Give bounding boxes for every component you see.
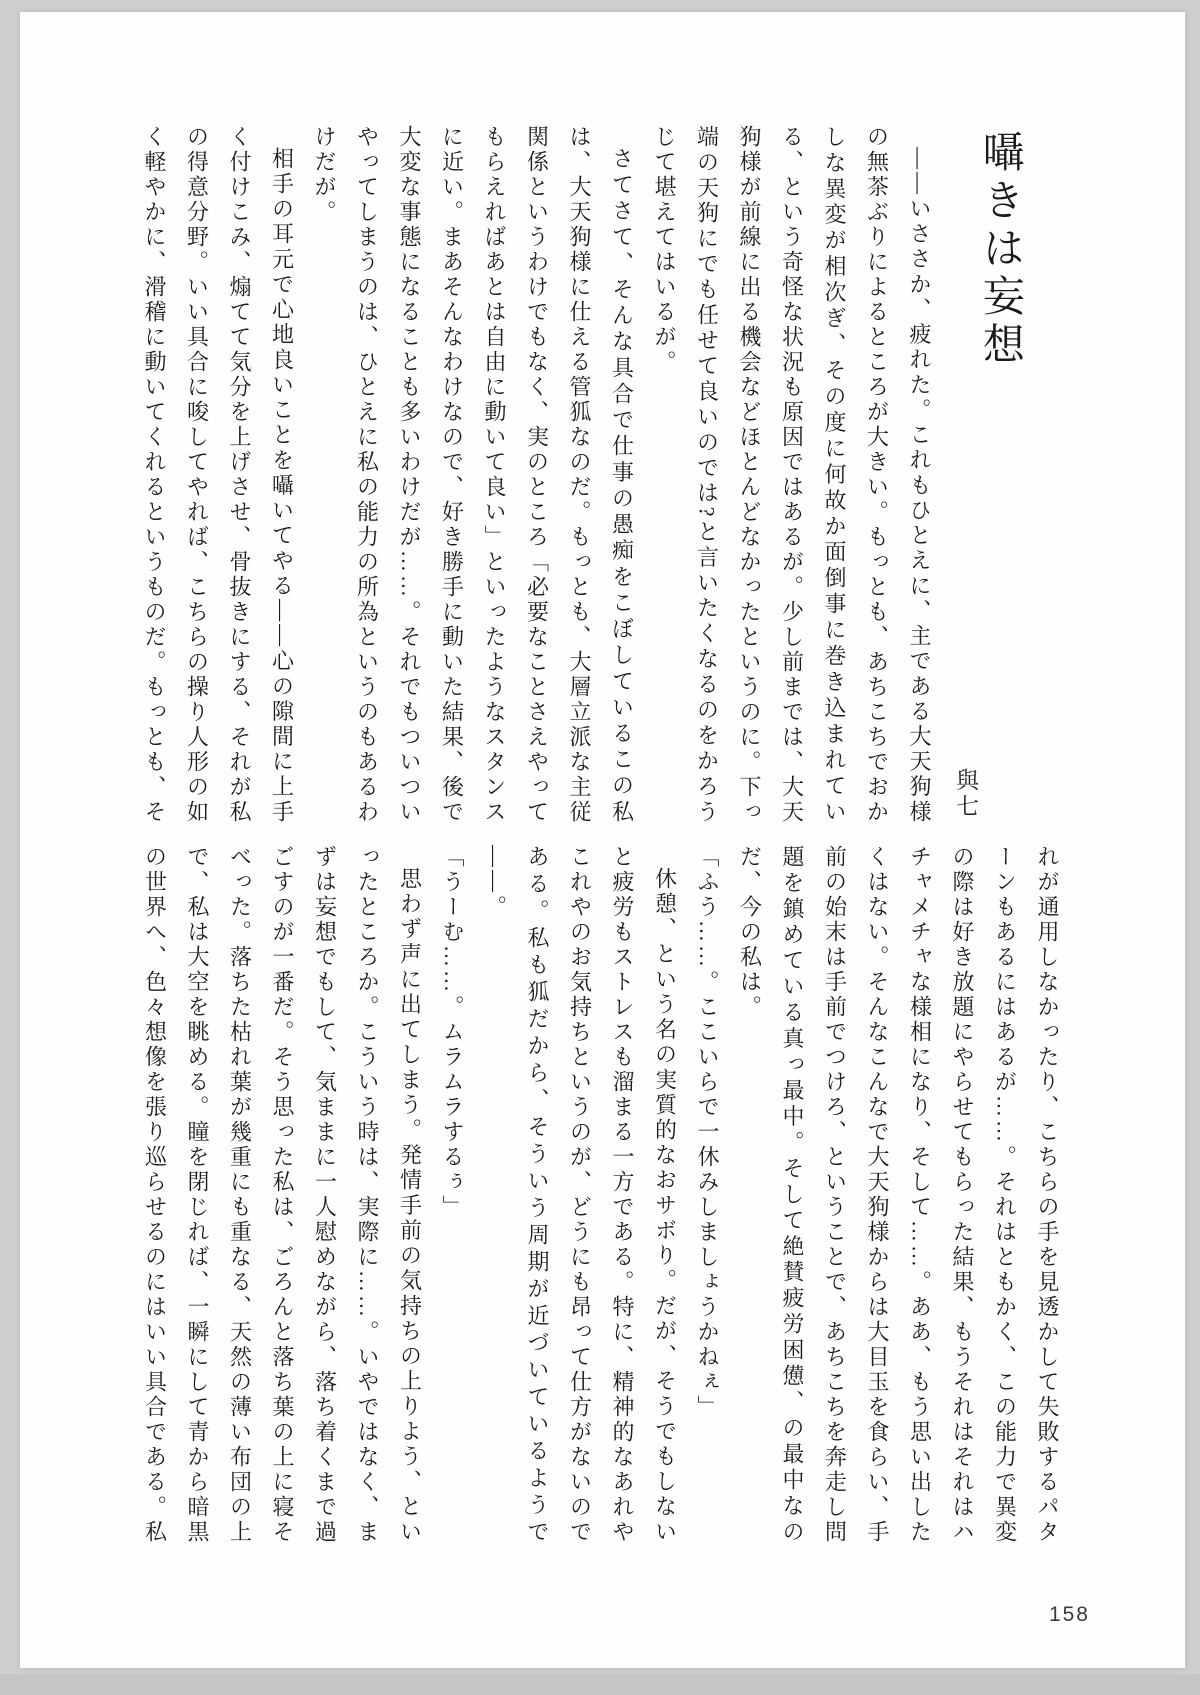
text-block-lower: [128, 845, 1068, 1545]
dialogue-line: 「ふう……。ここいらで一休みしましょうかねぇ」: [695, 845, 720, 1420]
page-title: 囁きは妄想: [976, 130, 1023, 370]
paragraph: 相手の耳元で心地良いことを囁いてやる――心の隙間に上手く付けこみ、煽てて気分を上げさせ、骨抜きにする、それが私の得意分野。いい具合に唆してやれば、こちらの操り人形の如く軽やかに、滑稽に動いてくれるというものだ。もっとも、そ: [142, 125, 295, 825]
text-block-upper: [128, 125, 940, 825]
author-name: 與七: [953, 768, 978, 820]
page-number: 158: [1048, 1603, 1090, 1626]
book-page: [20, 12, 1185, 1668]
paragraph-continuation: れが通用しなかったり、こちらの手を見透かして失敗するパターンもあるにはあるが……。それはともかく、この能力で異変の際は好き放題にやらせてもらった結果、もうそれはそれはハチャメチャな様相になり、そして……。ああ、もう思い出したくはない。そんなこんなで大天狗様からは大目玉を食らい、手前の始末は手前でつけろ、ということで、あちこちを奔走し問題を鎮めている真っ最中。そして絶賛疲労困憊、の最中なのだ、今の私は。: [737, 845, 1060, 1545]
scan-edge-shadow: [0, 1674, 1200, 1695]
dialogue-line: 「うーむ……。ムラムラするぅ」: [440, 845, 465, 1220]
paragraph: 思わず声に出てしまう。発情手前の気持ちの上りよう、といったところか。こういう時は、実際に……。いやではなく、まずは妄想でもして、気ままに一人慰めながら、落ち着くまで過ごすのが一番だ。そう思った私は、ごろんと落ち葉の上に寝そべった。落ちた枯れ葉が幾重にも重なる、天然の薄い布団の上で、私は大空を眺める。瞳を閉じれば、一瞬にして青から暗黒の世界へ、色々想像を張り巡らせるのにはいい具合である。私: [142, 845, 423, 1545]
paragraph: さてさて、そんな具合で仕事の愚痴をこぼしているこの私は、大天狗様に仕える管狐なのだ。もっとも、大層立派な主従関係というわけでもなく、実のところ「必要なことさえやってもらえればあとは自由に動いて良い」といったようなスタンスに近い。まあそんなわけなので、好き勝手に動いた結果、後で大変な事態になることも多いわけだが……。それでもついついやってしまうのは、ひとえに私の能力の所為というのもあるわけだが。: [312, 125, 635, 825]
paragraph: ――いささか、疲れた。これもひとえに、主である大天狗様の無茶ぶりによるところが大きい。もっとも、あちこちでおかしな異変が相次ぎ、その度に何故か面倒事に巻き込まれている、という奇怪な状況も原因ではあるが。少し前までは、大天狗様が前線に出る機会などほとんどなかったというのに。下っ端の天狗にでも任せて良いのでは?と言いたくなるのをかろうじて堪えてはいるが。: [652, 125, 932, 826]
paragraph: 休憩、という名の実質的なおサボり。だが、そうでもしないと疲労もストレスも溜まる一方である。特に、精神的なあれやこれやのお気持ちというのが、どうにも昂って仕方がないのである。私も狐だから、そういう周期が近づいているようで――。: [482, 845, 678, 1545]
